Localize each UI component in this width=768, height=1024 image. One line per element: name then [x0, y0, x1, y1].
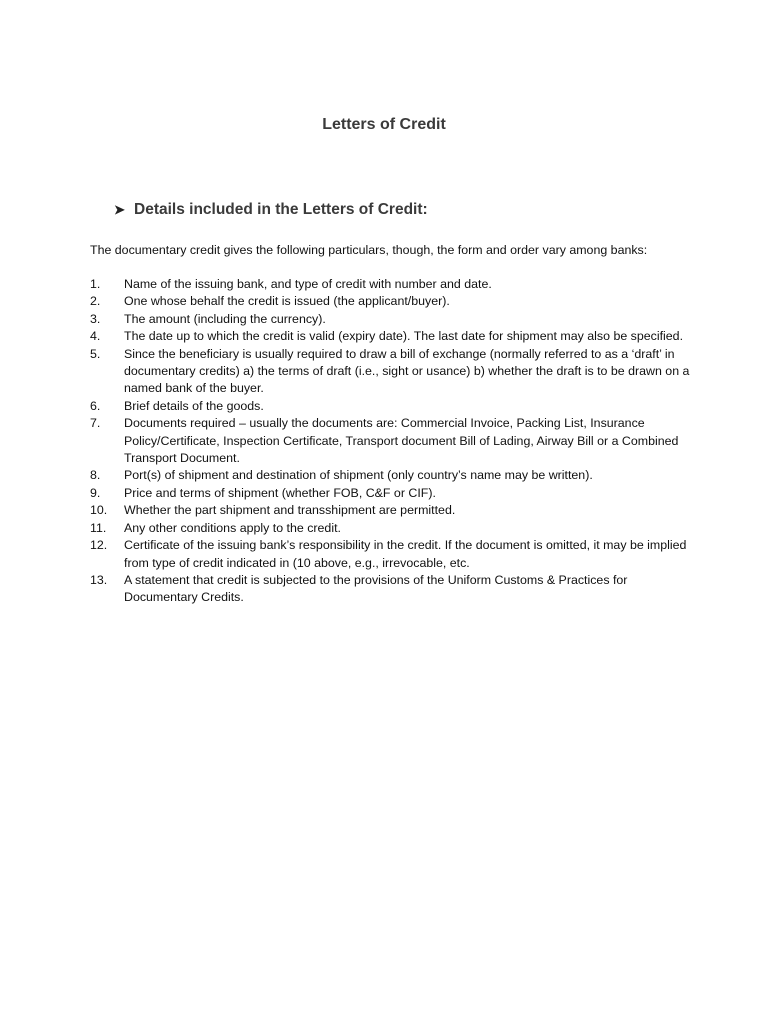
- list-item-text: The date up to which the credit is valid (expiry date). The last date for shipment may also be specified.: [124, 329, 684, 344]
- list-item-text: Price and terms of shipment (whether FOB, C&F or CIF).: [124, 485, 436, 500]
- list-item-text: Port(s) of shipment and destination of shipment (only country’s name may be written).: [124, 468, 593, 483]
- list-item: [90, 398, 690, 415]
- list-item-number: 2.: [90, 294, 101, 309]
- list-item-text: Certificate of the issuing bank’s responsibility in the credit. If the document is omitted, it may be implied from type of credit indicated in (10 above, e.g., irrevocable, etc.: [124, 538, 687, 570]
- list-item-text: Since the beneficiary is usually required to draw a bill of exchange (normally referred to as a ‘draft’ in documentary credits) a) the terms of draft (i.e., sight or usance) b) whether the draft is to be drawn on a named bank of the buyer.: [124, 346, 690, 396]
- list-item: [90, 537, 690, 572]
- list-item-number: 6.: [90, 398, 101, 413]
- list-item-number: 13.: [90, 572, 108, 587]
- list-item: [90, 572, 690, 607]
- list-item-number: 1.: [90, 277, 101, 291]
- list-item: [90, 502, 690, 519]
- list-item: [90, 328, 690, 345]
- list-item-text: Brief details of the goods.: [124, 398, 264, 413]
- list-item-number: 3.: [90, 311, 101, 326]
- list-item-number: 10.: [90, 503, 108, 518]
- list-item-number: 5.: [90, 346, 101, 361]
- list-item: [90, 311, 690, 328]
- list-item-text: Whether the part shipment and transshipment are permitted.: [124, 503, 456, 518]
- arrow-bullet-icon: ➤: [114, 202, 125, 217]
- list-item: [90, 520, 690, 537]
- list-item-text: One whose behalf the credit is issued (the applicant/buyer).: [124, 294, 450, 309]
- list-item-text: The amount (including the currency).: [124, 311, 326, 326]
- list-item-text: Any other conditions apply to the credit.: [124, 520, 341, 535]
- list-item: [90, 346, 690, 398]
- list-item: [90, 485, 690, 502]
- document-title: Letters of Credit: [322, 116, 446, 133]
- list-item-text: Documents required – usually the documents are: Commercial Invoice, Packing List, Insurance Policy/Certificate, Inspection Certificate, Transport document Bill of Lading, Airway Bill or a Combined Transport Document.: [124, 416, 679, 466]
- list-item-text: A statement that credit is subjected to the provisions of the Uniform Customs & Practices for Documentary Credits.: [124, 572, 628, 605]
- list-item-number: 7.: [90, 416, 101, 431]
- list-item-number: 9.: [90, 485, 101, 500]
- list-item-text: Name of the issuing bank, and type of credit with number and date.: [124, 277, 492, 291]
- list-item-number: 12.: [90, 538, 108, 553]
- list-item-number: 4.: [90, 329, 101, 344]
- list-item: [90, 293, 690, 310]
- particulars-list: [90, 276, 690, 607]
- list-item-number: 11.: [90, 520, 107, 535]
- list-item: [90, 276, 690, 293]
- intro-paragraph: The documentary credit gives the following particulars, though, the form and order vary among banks:: [90, 243, 648, 257]
- list-item: [90, 467, 690, 484]
- list-item: [90, 415, 690, 467]
- section-heading-text: Details included in the Letters of Credit:: [134, 201, 428, 218]
- section-heading: [114, 201, 428, 219]
- list-item-number: 8.: [90, 468, 101, 483]
